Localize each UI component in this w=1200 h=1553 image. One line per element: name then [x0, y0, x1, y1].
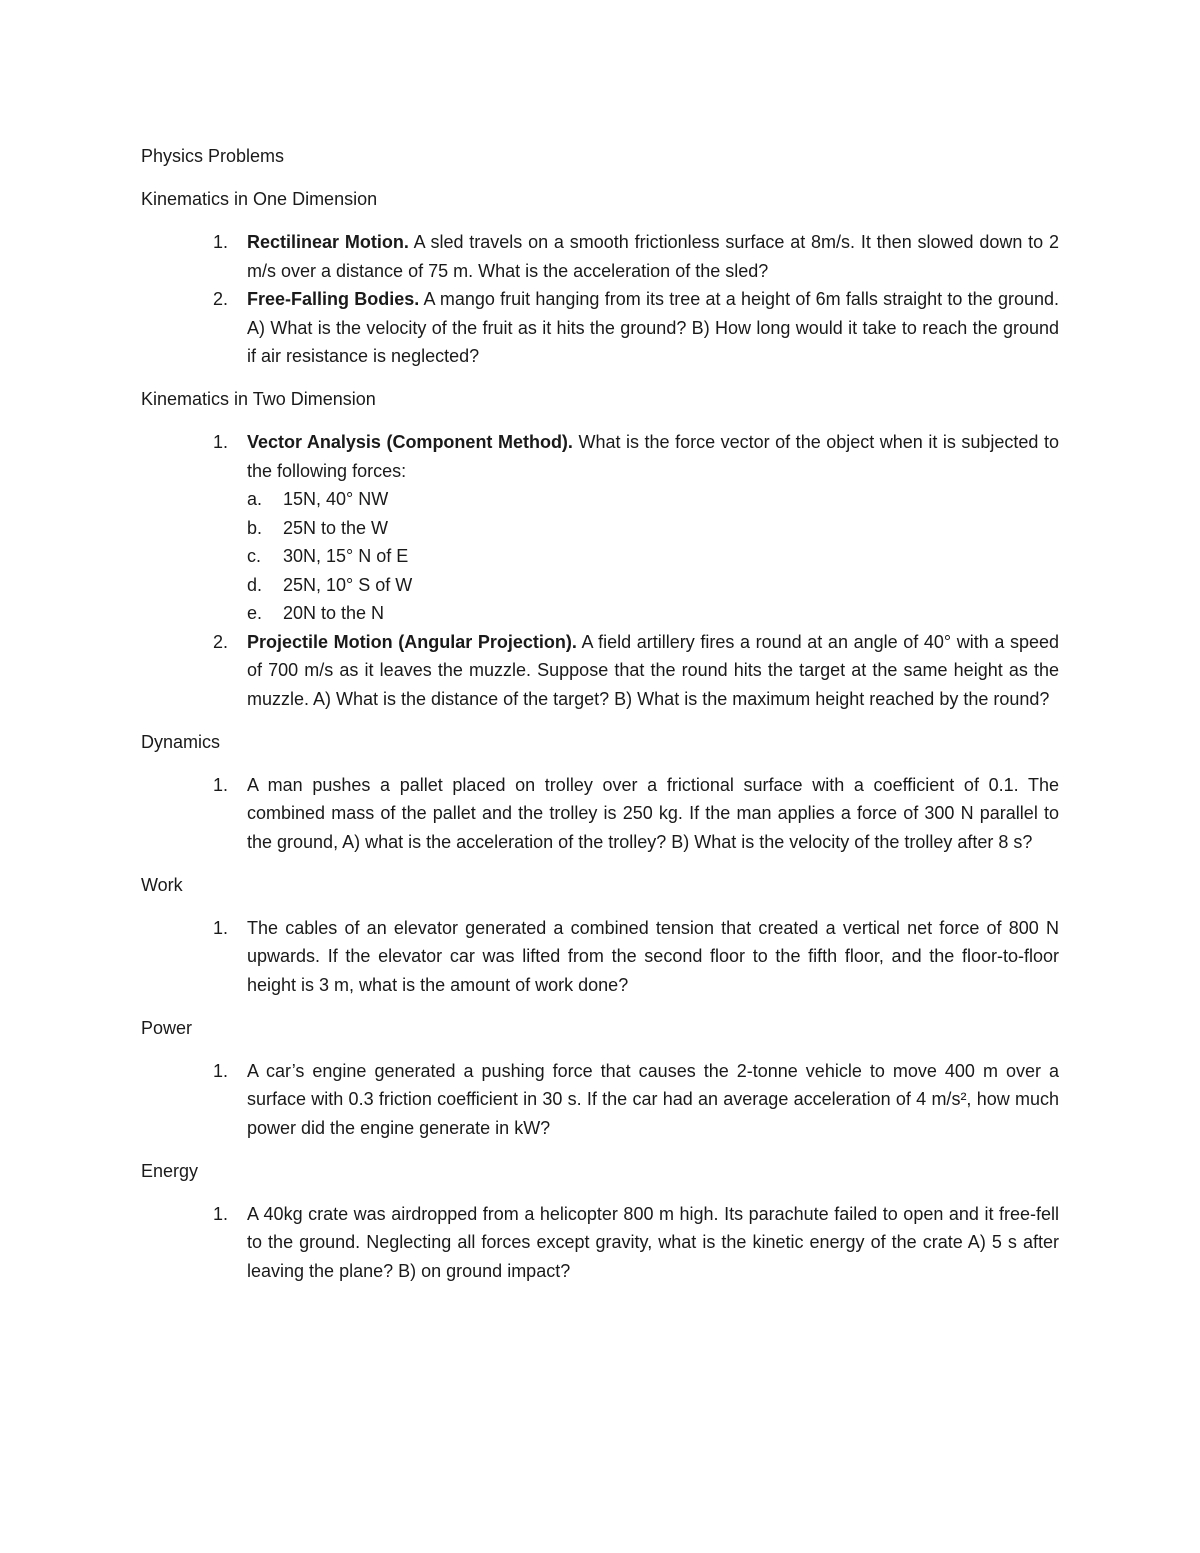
force-sub-list: [247, 485, 1059, 628]
problem-text: A 40kg crate was airdropped from a helicopter 800 m high. Its parachute failed to open and it free-fell to the ground. Neglecting all forces except gravity, what is the kinetic energy of the crate A) 5 s after leaving the plane? B) on ground impact?: [247, 1203, 1059, 1281]
document-title: Physics Problems: [141, 146, 285, 166]
problem-lead: Vector Analysis (Component Method).: [247, 432, 573, 452]
sub-item-letter: c.: [247, 546, 262, 566]
section-heading: Dynamics: [141, 731, 221, 752]
problem-list: [141, 228, 1059, 371]
problem-text: A sled travels on a smooth frictionless surface at 8m/s. It then slowed down to 2 m/s over a distance of 75 m. What is the acceleration of the sled?: [247, 232, 1060, 281]
sub-item-letter: e.: [247, 603, 263, 623]
force-sub-item: [247, 571, 1059, 600]
force-sub-item: [247, 485, 1059, 514]
section-heading: Work: [141, 874, 183, 895]
problem-number: 1.: [213, 432, 229, 452]
force-sub-item: [247, 599, 1059, 628]
problem-text: The cables of an elevator generated a combined tension that created a vertical net force of 800 N upwards. If the elevator car was lifted from the second floor to the fifth floor, and the floor-to-floor height is 3 m, what is the amount of work done?: [247, 917, 1059, 995]
force-sub-item: [247, 514, 1059, 543]
problem-item: [141, 1057, 1059, 1143]
problem-lead: Rectilinear Motion.: [247, 232, 409, 252]
problem-item: [141, 914, 1059, 1000]
problem-list: [141, 1057, 1059, 1143]
sub-item-letter: d.: [247, 574, 263, 595]
problem-list: [141, 771, 1059, 857]
problem-number: 2.: [213, 631, 229, 652]
problem-number: 1.: [213, 774, 229, 795]
problem-number: 1.: [213, 917, 229, 938]
sub-item-text: 15N, 40° NW: [283, 489, 389, 509]
section-heading: Kinematics in One Dimension: [141, 189, 378, 209]
problem-number: 1.: [213, 1060, 229, 1081]
problem-list: [141, 428, 1059, 713]
problem-item: [141, 1200, 1059, 1286]
sub-item-text: 25N, 10° S of W: [283, 574, 413, 595]
problem-list: [141, 1200, 1059, 1286]
problem-text: A mango fruit hanging from its tree at a height of 6m falls straight to the ground. A) What is the velocity of the fruit as it hits the ground? B) How long would it take to reach the ground if air resistance is neglected?: [247, 289, 1059, 366]
problem-number: 1.: [213, 1203, 229, 1224]
problem-text: A man pushes a pallet placed on trolley over a frictional surface with a coefficient of 0.1. The combined mass of the pallet and the trolley is 250 kg. If the man applies a force of 300 N parallel to the ground, A) what is the acceleration of the trolley? B) What is the velocity of the trolley after 8 s?: [247, 774, 1059, 852]
problem-item: [141, 285, 1059, 371]
section-heading: Energy: [141, 1160, 199, 1181]
force-sub-item: [247, 542, 1059, 571]
problem-number: 1.: [213, 232, 229, 252]
section-heading: Kinematics in Two Dimension: [141, 389, 376, 409]
sub-item-letter: b.: [247, 517, 263, 538]
sub-item-letter: a.: [247, 489, 263, 509]
sub-item-text: 20N to the N: [283, 603, 385, 623]
sub-item-text: 30N, 15° N of E: [283, 546, 409, 566]
problem-text: What is the force vector of the object when it is subjected to the following forces:: [247, 432, 1059, 481]
problem-number: 2.: [213, 289, 229, 309]
problem-lead: Projectile Motion (Angular Projection).: [247, 631, 577, 652]
problem-item: [141, 771, 1059, 857]
problem-lead: Free-Falling Bodies.: [247, 289, 420, 309]
problem-item: [141, 628, 1059, 714]
problem-text: A car’s engine generated a pushing force that causes the 2-tonne vehicle to move 400 m over a surface with 0.3 friction coefficient in 30 s. If the car had an average acceleration of 4 m/s², how much power did the engine generate in kW?: [247, 1060, 1059, 1138]
sub-item-text: 25N to the W: [283, 517, 389, 538]
problem-item: [141, 428, 1059, 628]
problem-list: [141, 914, 1059, 1000]
problem-item: [141, 228, 1059, 285]
document-body: [141, 142, 1059, 1300]
section-heading: Power: [141, 1017, 193, 1038]
problem-text: A field artillery fires a round at an angle of 40° with a speed of 700 m/s as it leaves the muzzle. Suppose that the round hits the target at the same height as the muzzle. A) What is the distance of the target? B) What is the maximum height reached by the round?: [247, 631, 1059, 709]
